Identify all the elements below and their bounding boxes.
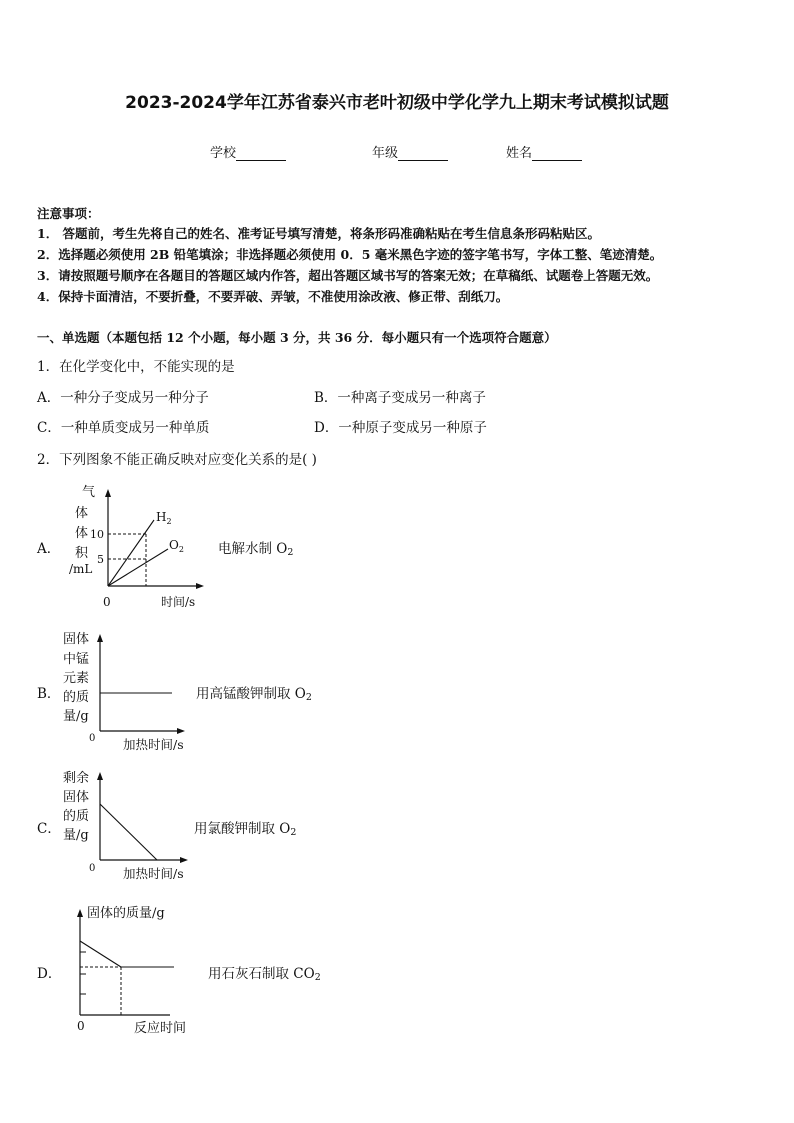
c-ylabel: 固体: [63, 790, 90, 805]
d-origin: 0: [77, 1019, 85, 1033]
a-h2-label: $H_2$: [156, 510, 172, 526]
a-ylabel: 气: [82, 485, 96, 500]
notes-heading: 注意事项：: [37, 206, 100, 221]
q2-b-caption: 用高锰酸钾制取 $O_2$: [196, 686, 312, 703]
note-item: 1． 答题前，考生先将自己的姓名、准考证号填写清楚，将条形码准确粘贴在考生信息条形码粘贴区。: [37, 226, 601, 241]
c-y-arrow: [97, 772, 103, 780]
school-blank[interactable]: [236, 148, 286, 161]
b-y-arrow: [97, 634, 103, 642]
q2-graph-d: [70, 900, 210, 1040]
d-y-arrow: [77, 909, 83, 917]
a-y-arrow: [105, 489, 111, 497]
section-heading: 一、单选题（本题包括 12 个小题，每小题 3 分，共 36 分．每小题只有一个选项符合题意）: [37, 330, 557, 345]
a-o2-line: [108, 549, 168, 586]
c-origin: 0: [89, 863, 96, 874]
d-curve-decline: [80, 941, 121, 967]
b-xlabel: 加热时间/s: [123, 737, 184, 752]
q2-graph-c: [56, 764, 206, 889]
c-xlabel: 加热时间/s: [123, 866, 184, 881]
q2-option-b-letter[interactable]: B．: [37, 686, 61, 702]
a-ylabel: 体: [75, 506, 89, 521]
a-ylabel: /mL: [69, 562, 93, 576]
grade-field[interactable]: [372, 142, 448, 161]
school-field[interactable]: [210, 142, 286, 161]
a-origin: 0: [103, 595, 111, 609]
d-ylabel: 固体的质量/g: [87, 906, 165, 921]
c-x-arrow: [180, 857, 188, 863]
grade-label: 年级: [372, 146, 399, 161]
note-item: 3．请按照题号顺序在各题目的答题区域内作答，超出答题区域书写的答案无效；在草稿纸、试题卷上答题无效。: [37, 268, 659, 283]
a-h2-line: [108, 520, 154, 586]
c-ylabel: 的质: [63, 809, 90, 824]
a-x-arrow: [196, 583, 204, 589]
a-o2-label: $O_2$: [169, 538, 184, 554]
q1-option-a[interactable]: A．一种分子变成另一种分子: [37, 390, 209, 406]
page-title: 2023-2024学年江苏省泰兴市老叶初级中学化学九上期末考试模拟试题: [125, 93, 669, 113]
q2-option-a-letter[interactable]: A．: [37, 541, 61, 557]
a-ytick-5: 5: [97, 553, 104, 566]
q2-c-caption: 用氯酸钾制取 $O_2$: [194, 821, 297, 838]
b-ylabel: 固体: [63, 632, 90, 647]
name-field[interactable]: [506, 142, 582, 161]
name-label: 姓名: [506, 146, 533, 161]
q2-d-caption: 用石灰石制取 $CO_2$: [208, 966, 321, 983]
a-ylabel: 积: [75, 546, 89, 561]
q2-graph-b: [56, 626, 206, 756]
b-ylabel: 中锰: [63, 652, 90, 667]
a-xlabel: 时间/s: [161, 595, 196, 609]
b-origin: 0: [89, 733, 96, 744]
q1-option-b[interactable]: B．一种离子变成另一种离子: [314, 390, 486, 406]
a-ylabel: 体: [75, 526, 89, 541]
b-ylabel: 的质: [63, 690, 90, 705]
q2-a-caption: 电解水制 $O_2$: [218, 541, 294, 558]
q2-option-c-letter[interactable]: C．: [37, 821, 61, 837]
school-label: 学校: [210, 146, 237, 161]
q1-option-d[interactable]: D．一种原子变成另一种原子: [314, 420, 487, 436]
d-xlabel: 反应时间: [134, 1021, 187, 1036]
name-blank[interactable]: [532, 148, 582, 161]
q1-option-c[interactable]: C．一种单质变成另一种单质: [37, 420, 210, 436]
question-2-stem: 2．下列图象不能正确反映对应变化关系的是( ): [37, 452, 317, 468]
note-item: 2．选择题必须使用 2B 铅笔填涂；非选择题必须使用 0．5 毫米黑色字迹的签字笔书写，字体工整、笔迹清楚。: [37, 247, 663, 262]
c-ylabel: 量/g: [63, 828, 89, 843]
note-item: 4．保持卡面清洁，不要折叠，不要弄破、弄皱，不准使用涂改液、修正带、刮纸刀。: [37, 289, 509, 304]
b-x-arrow: [177, 728, 185, 734]
question-1-stem: 1．在化学变化中，不能实现的是: [37, 359, 235, 375]
a-ytick-10: 10: [90, 528, 104, 541]
c-ylabel: 剩余: [63, 771, 90, 786]
q2-graph-a: [60, 480, 220, 615]
b-ylabel: 量/g: [63, 709, 89, 724]
c-curve: [100, 804, 157, 860]
grade-blank[interactable]: [398, 148, 448, 161]
q2-option-d-letter[interactable]: D．: [37, 966, 62, 982]
b-ylabel: 元素: [63, 671, 90, 686]
